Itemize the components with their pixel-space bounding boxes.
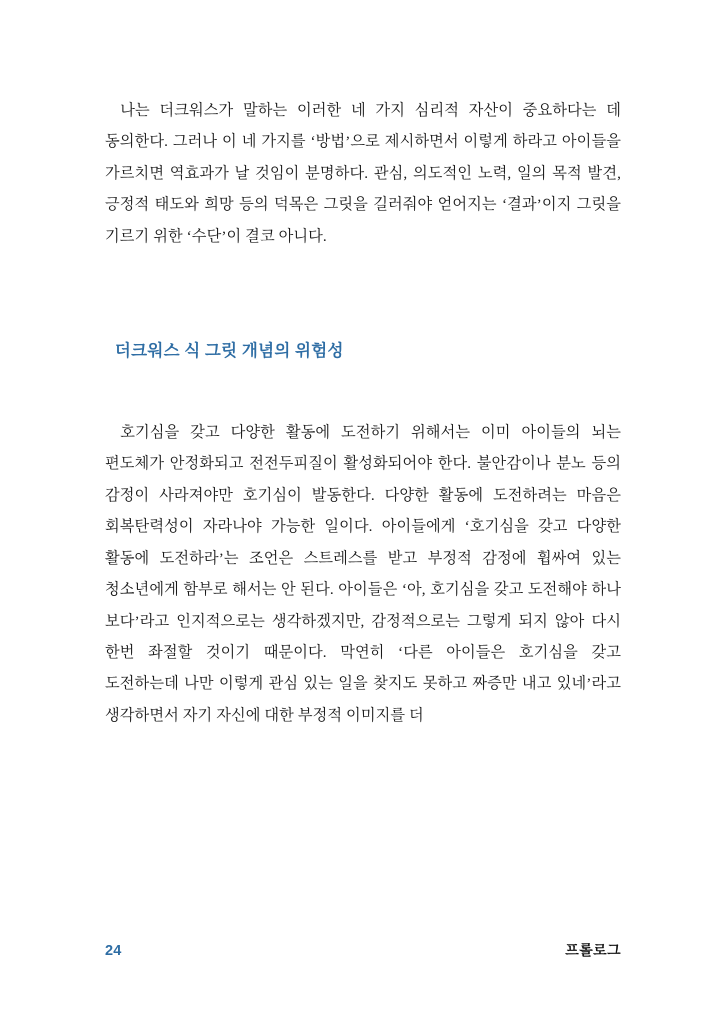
- body-paragraph-1: 나는 더크워스가 말하는 이러한 네 가지 심리적 자산이 중요하다는 데 동의한다. 그러나 이 네 가지를 ‘방법’으로 제시하면서 이렇게 하라고 아이들을 가르치면 역효과가 날 것임이 분명하다. 관심, 의도적인 노력, 일의 목적 발견, 긍정적 태도와 희망 등의 덕목은 그릿을 길러줘야 얻어지는 ‘결과’이지 그릿을 기르기 위한 ‘수단’이 결코 아니다.: [105, 102, 621, 245]
- paragraph-spacer: [105, 252, 621, 338]
- section-heading: 더크워스 식 그릿 개념의 위험성: [114, 341, 344, 361]
- running-head: 프롤로그: [565, 944, 621, 959]
- body-paragraph-2: 호기심을 갖고 다양한 활동에 도전하기 위해서는 이미 아이들의 뇌는 편도체가 안정화되고 전전두피질이 활성화되어야 한다. 불안감이나 분노 등의 감정이 사라져야만 호기심이 발동한다. 다양한 활동에 도전하려는 마음은 회복탄력성이 자라나야 가능한 일이다. 아이들에게 ‘호기심을 갖고 다양한 활동에 도전하라’는 조언은 스트레스를 받고 부정적 감정에 휩싸여 있는 청소년에게 함부로 해서는 안 된다. 아이들은 ‘아, 호기심을 갖고 도전해야 하나 보다’라고 인지적으로는 생각하겠지만, 감정적으로는 그렇게 되지 않아 다시 한번 좌절할 것이기 때문이다. 막연히 ‘다른 아이들은 호기심을 갖고 도전하는데 나만 이렇게 관심 있는 일을 찾지도 못하고 짜증만 내고 있네’라고 생각하면서 자기 자신에 대한 부정적 이미지를 더: [105, 423, 621, 724]
- page-number: 24: [105, 943, 122, 959]
- page-footer: [105, 940, 621, 960]
- heading-spacer: [105, 365, 621, 417]
